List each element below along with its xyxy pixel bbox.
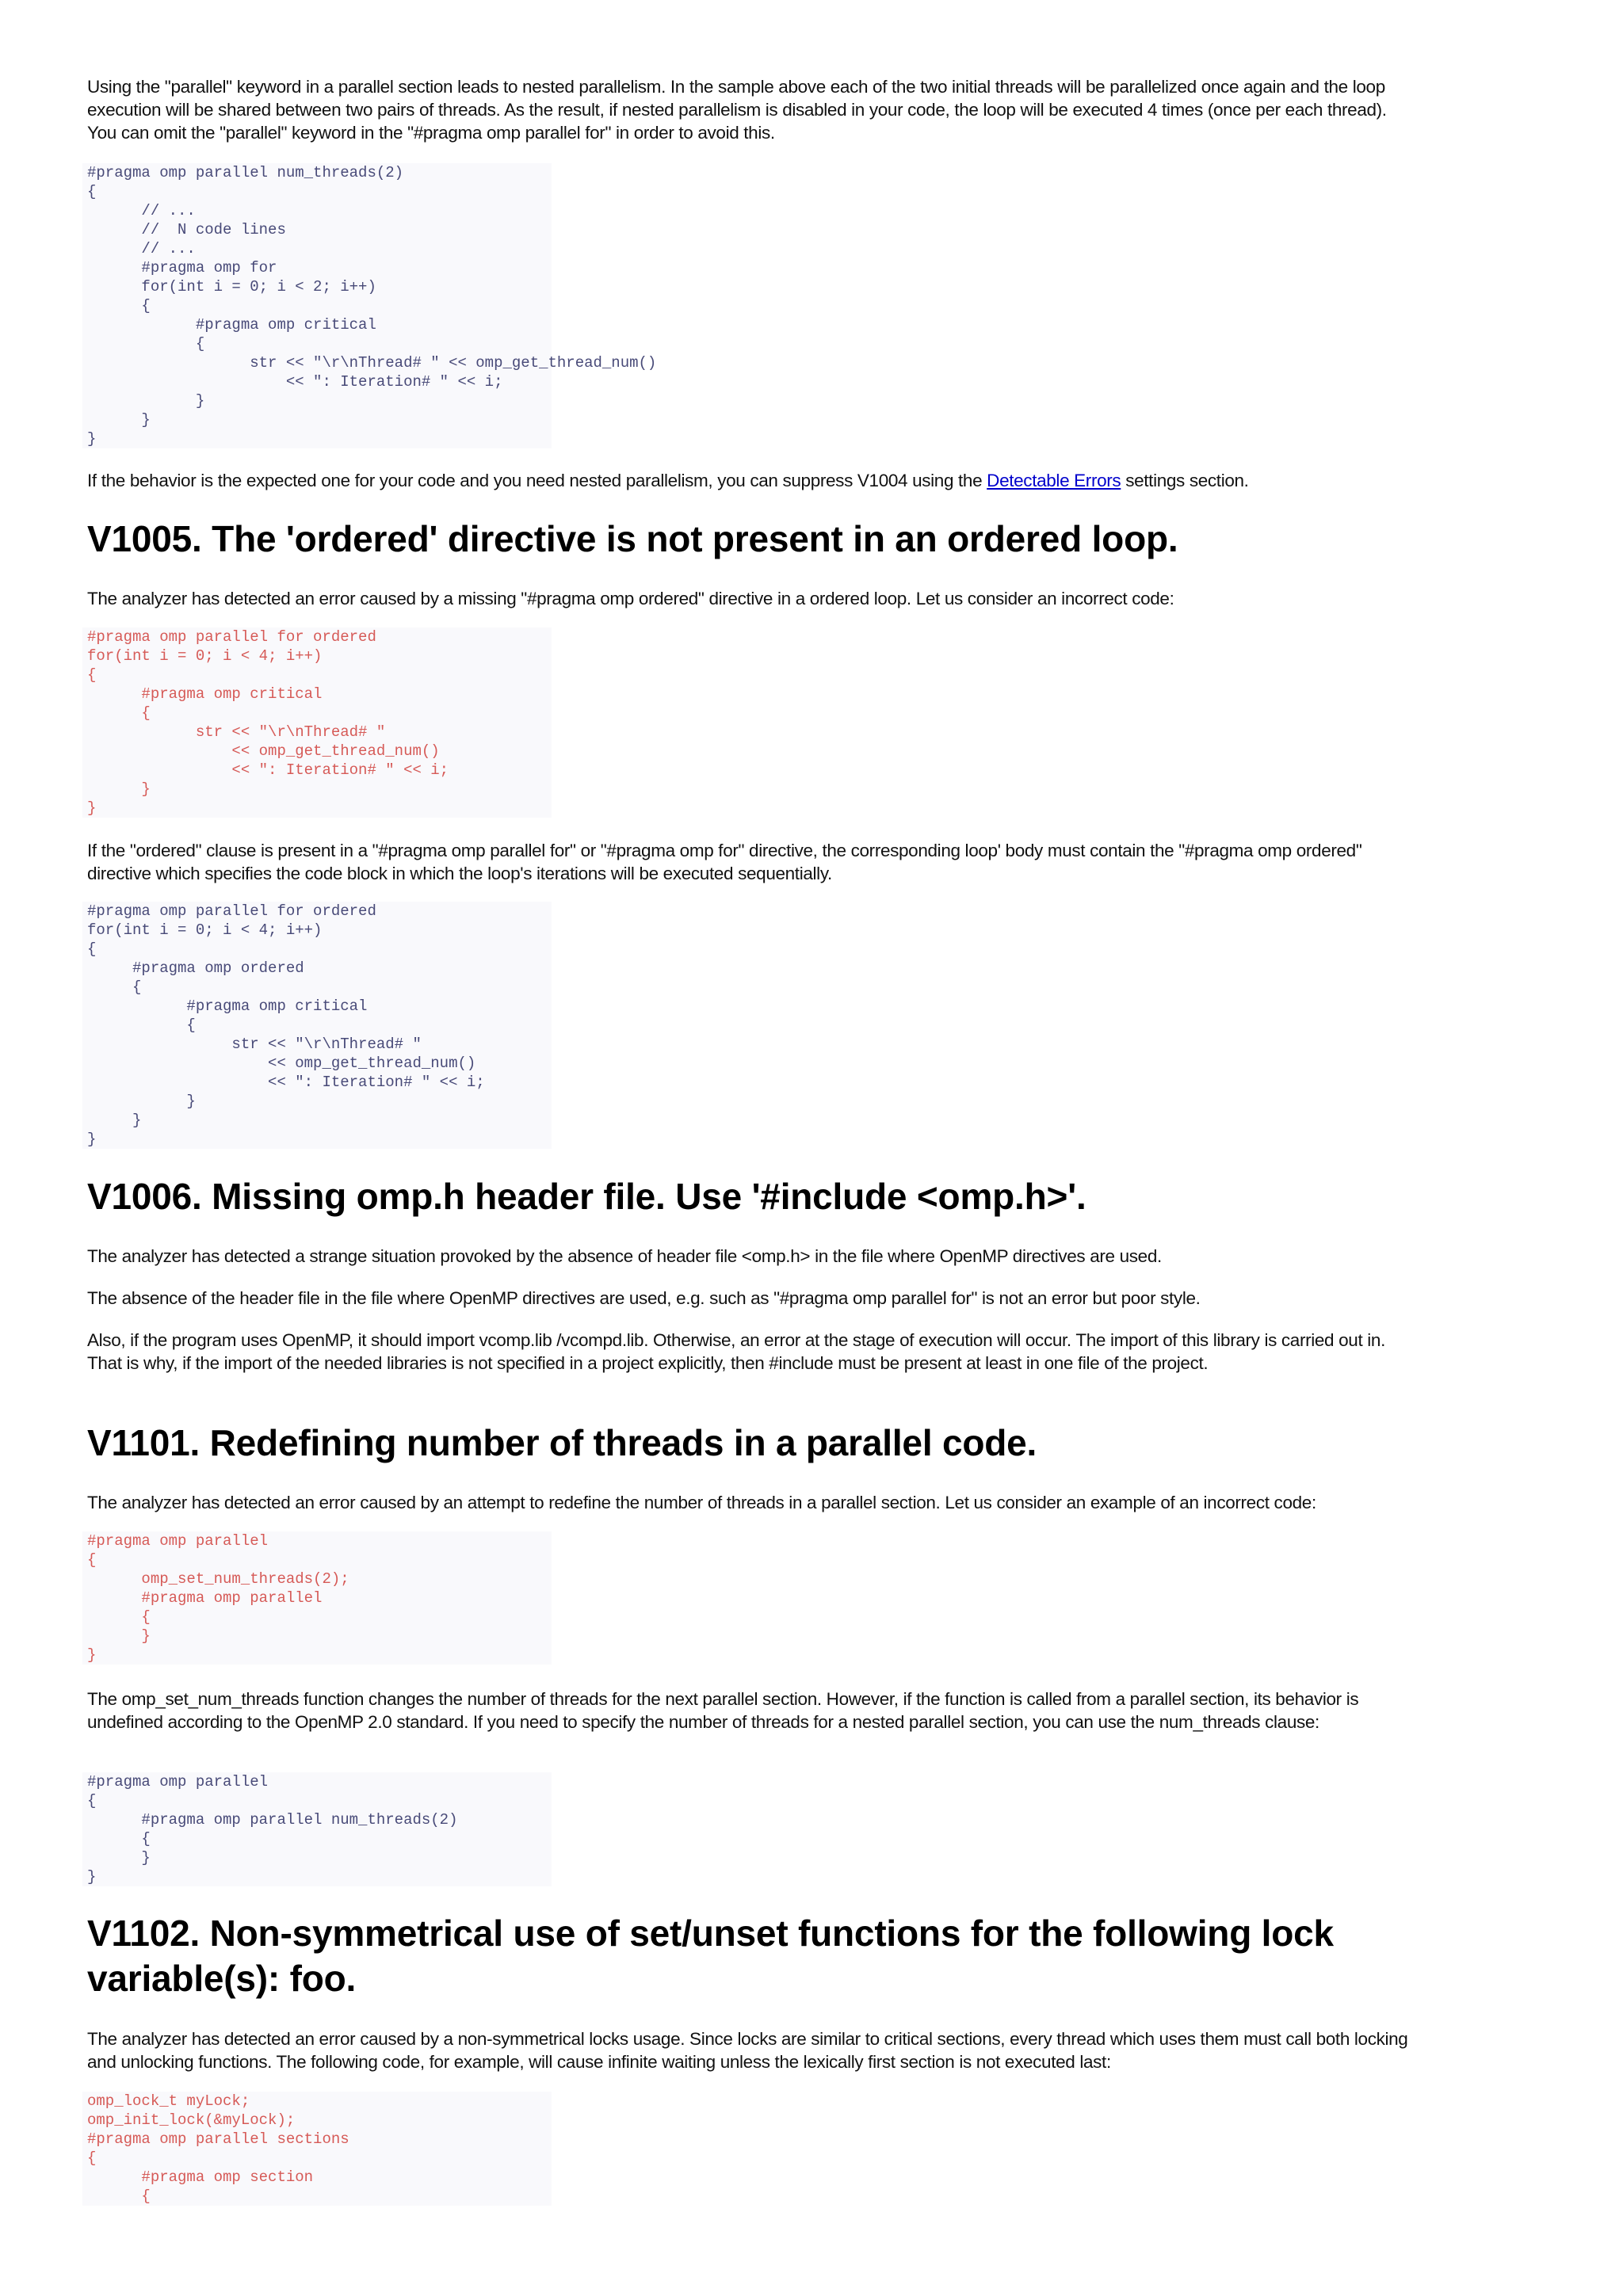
- heading-v1102: V1102. Non-symmetrical use of set/unset functions for the following lock variable(s): foo.: [87, 1913, 1334, 1999]
- code-sample-v1101-correct: #pragma omp parallel { #pragma omp parallel num_threads(2) { } }: [82, 1772, 552, 1886]
- code-sample-nested-parallelism: #pragma omp parallel num_threads(2) { // ... // N code lines // ... #pragma omp for for(int i = 0; i < 2; i++) { #pragma omp critical { str << "\r\nThread# " << omp_get_thread_num() << ": Iteration# " << i; } } }: [82, 163, 552, 448]
- v1101-paragraph-1: The analyzer has detected an error caused by an attempt to redefine the number of threads in a parallel section. Let us consider an example of an incorrect code:: [87, 1493, 1316, 1512]
- intro-paragraph: Using the "parallel" keyword in a parallel section leads to nested parallelism. In the sample above each of the two initial threads will be parallelized once again and the loop execution will be shared between two pairs of threads. As the result, if nested parallelism is disabled in your code, the loop will be executed 4 times (once per each thread). You can omit the "parallel" keyword in the "#pragma omp parallel for" in order to avoid this.: [87, 77, 1387, 143]
- heading-v1005: V1005. The 'ordered' directive is not present in an ordered loop.: [87, 518, 1178, 559]
- suppress-note-tail: settings section.: [1121, 471, 1249, 490]
- suppress-note-text: If the behavior is the expected one for your code and you need nested parallelism, you can suppress V1004 using the: [87, 471, 987, 490]
- heading-v1101: V1101. Redefining number of threads in a parallel code.: [87, 1422, 1037, 1463]
- suppress-note: [87, 469, 1419, 492]
- code-sample-v1005-correct: #pragma omp parallel for ordered for(int i = 0; i < 4; i++) { #pragma omp ordered { #pragma omp critical { str << "\r\nThread# " << omp_get_thread_num() << ": Iteration# " << i; } } }: [82, 902, 552, 1149]
- v1005-paragraph-2: If the "ordered" clause is present in a "#pragma omp parallel for" or "#pragma omp for" directive, the corresponding loop' body must contain the "#pragma omp ordered" directive which specifies the code block in which the loop's iterations will be executed sequentially.: [87, 841, 1362, 883]
- v1101-paragraph-2: The omp_set_num_threads function changes the number of threads for the next parallel section. However, if the function is called from a parallel section, its behavior is undefined according to the OpenMP 2.0 standard. If you need to specify the number of threads for a nested parallel section, you can use the num_threads clause:: [87, 1689, 1359, 1732]
- v1102-paragraph-1: The analyzer has detected an error caused by a non-symmetrical locks usage. Since locks are similar to critical sections, every thread which uses them must call both locking and unlocking functions. The following code, for example, will cause infinite waiting unless the lexically first section is not executed last:: [87, 2029, 1408, 2072]
- code-sample-v1005-incorrect: #pragma omp parallel for ordered for(int i = 0; i < 4; i++) { #pragma omp critical { str << "\r\nThread# " << omp_get_thread_num() << ": Iteration# " << i; } }: [82, 627, 552, 818]
- v1006-paragraph-1: The analyzer has detected a strange situation provoked by the absence of header file <omp.h> in the file where OpenMP directives are used.: [87, 1246, 1162, 1266]
- v1006-paragraph-3: Also, if the program uses OpenMP, it should import vcomp.lib /vcompd.lib. Otherwise, an error at the stage of execution will occur. The import of this library is carried out in. That is why, if the import of the needed libraries is not specified in a project explicitly, then #include must be present at least in one file of the project.: [87, 1330, 1385, 1373]
- heading-v1006: V1006. Missing omp.h header file. Use '#include <omp.h>'.: [87, 1176, 1086, 1217]
- code-sample-v1101-incorrect: #pragma omp parallel { omp_set_num_threads(2); #pragma omp parallel { } }: [82, 1531, 552, 1665]
- v1005-paragraph-1: The analyzer has detected an error caused by a missing "#pragma omp ordered" directive in a ordered loop. Let us consider an incorrect code:: [87, 589, 1174, 608]
- code-sample-v1102-incorrect: omp_lock_t myLock; omp_init_lock(&myLock); #pragma omp parallel sections { #pragma omp section {: [82, 2092, 552, 2206]
- detectable-errors-link[interactable]: Detectable Errors: [987, 471, 1121, 490]
- v1006-paragraph-2: The absence of the header file in the file where OpenMP directives are used, e.g. such as "#pragma omp parallel for" is not an error but poor style.: [87, 1288, 1201, 1308]
